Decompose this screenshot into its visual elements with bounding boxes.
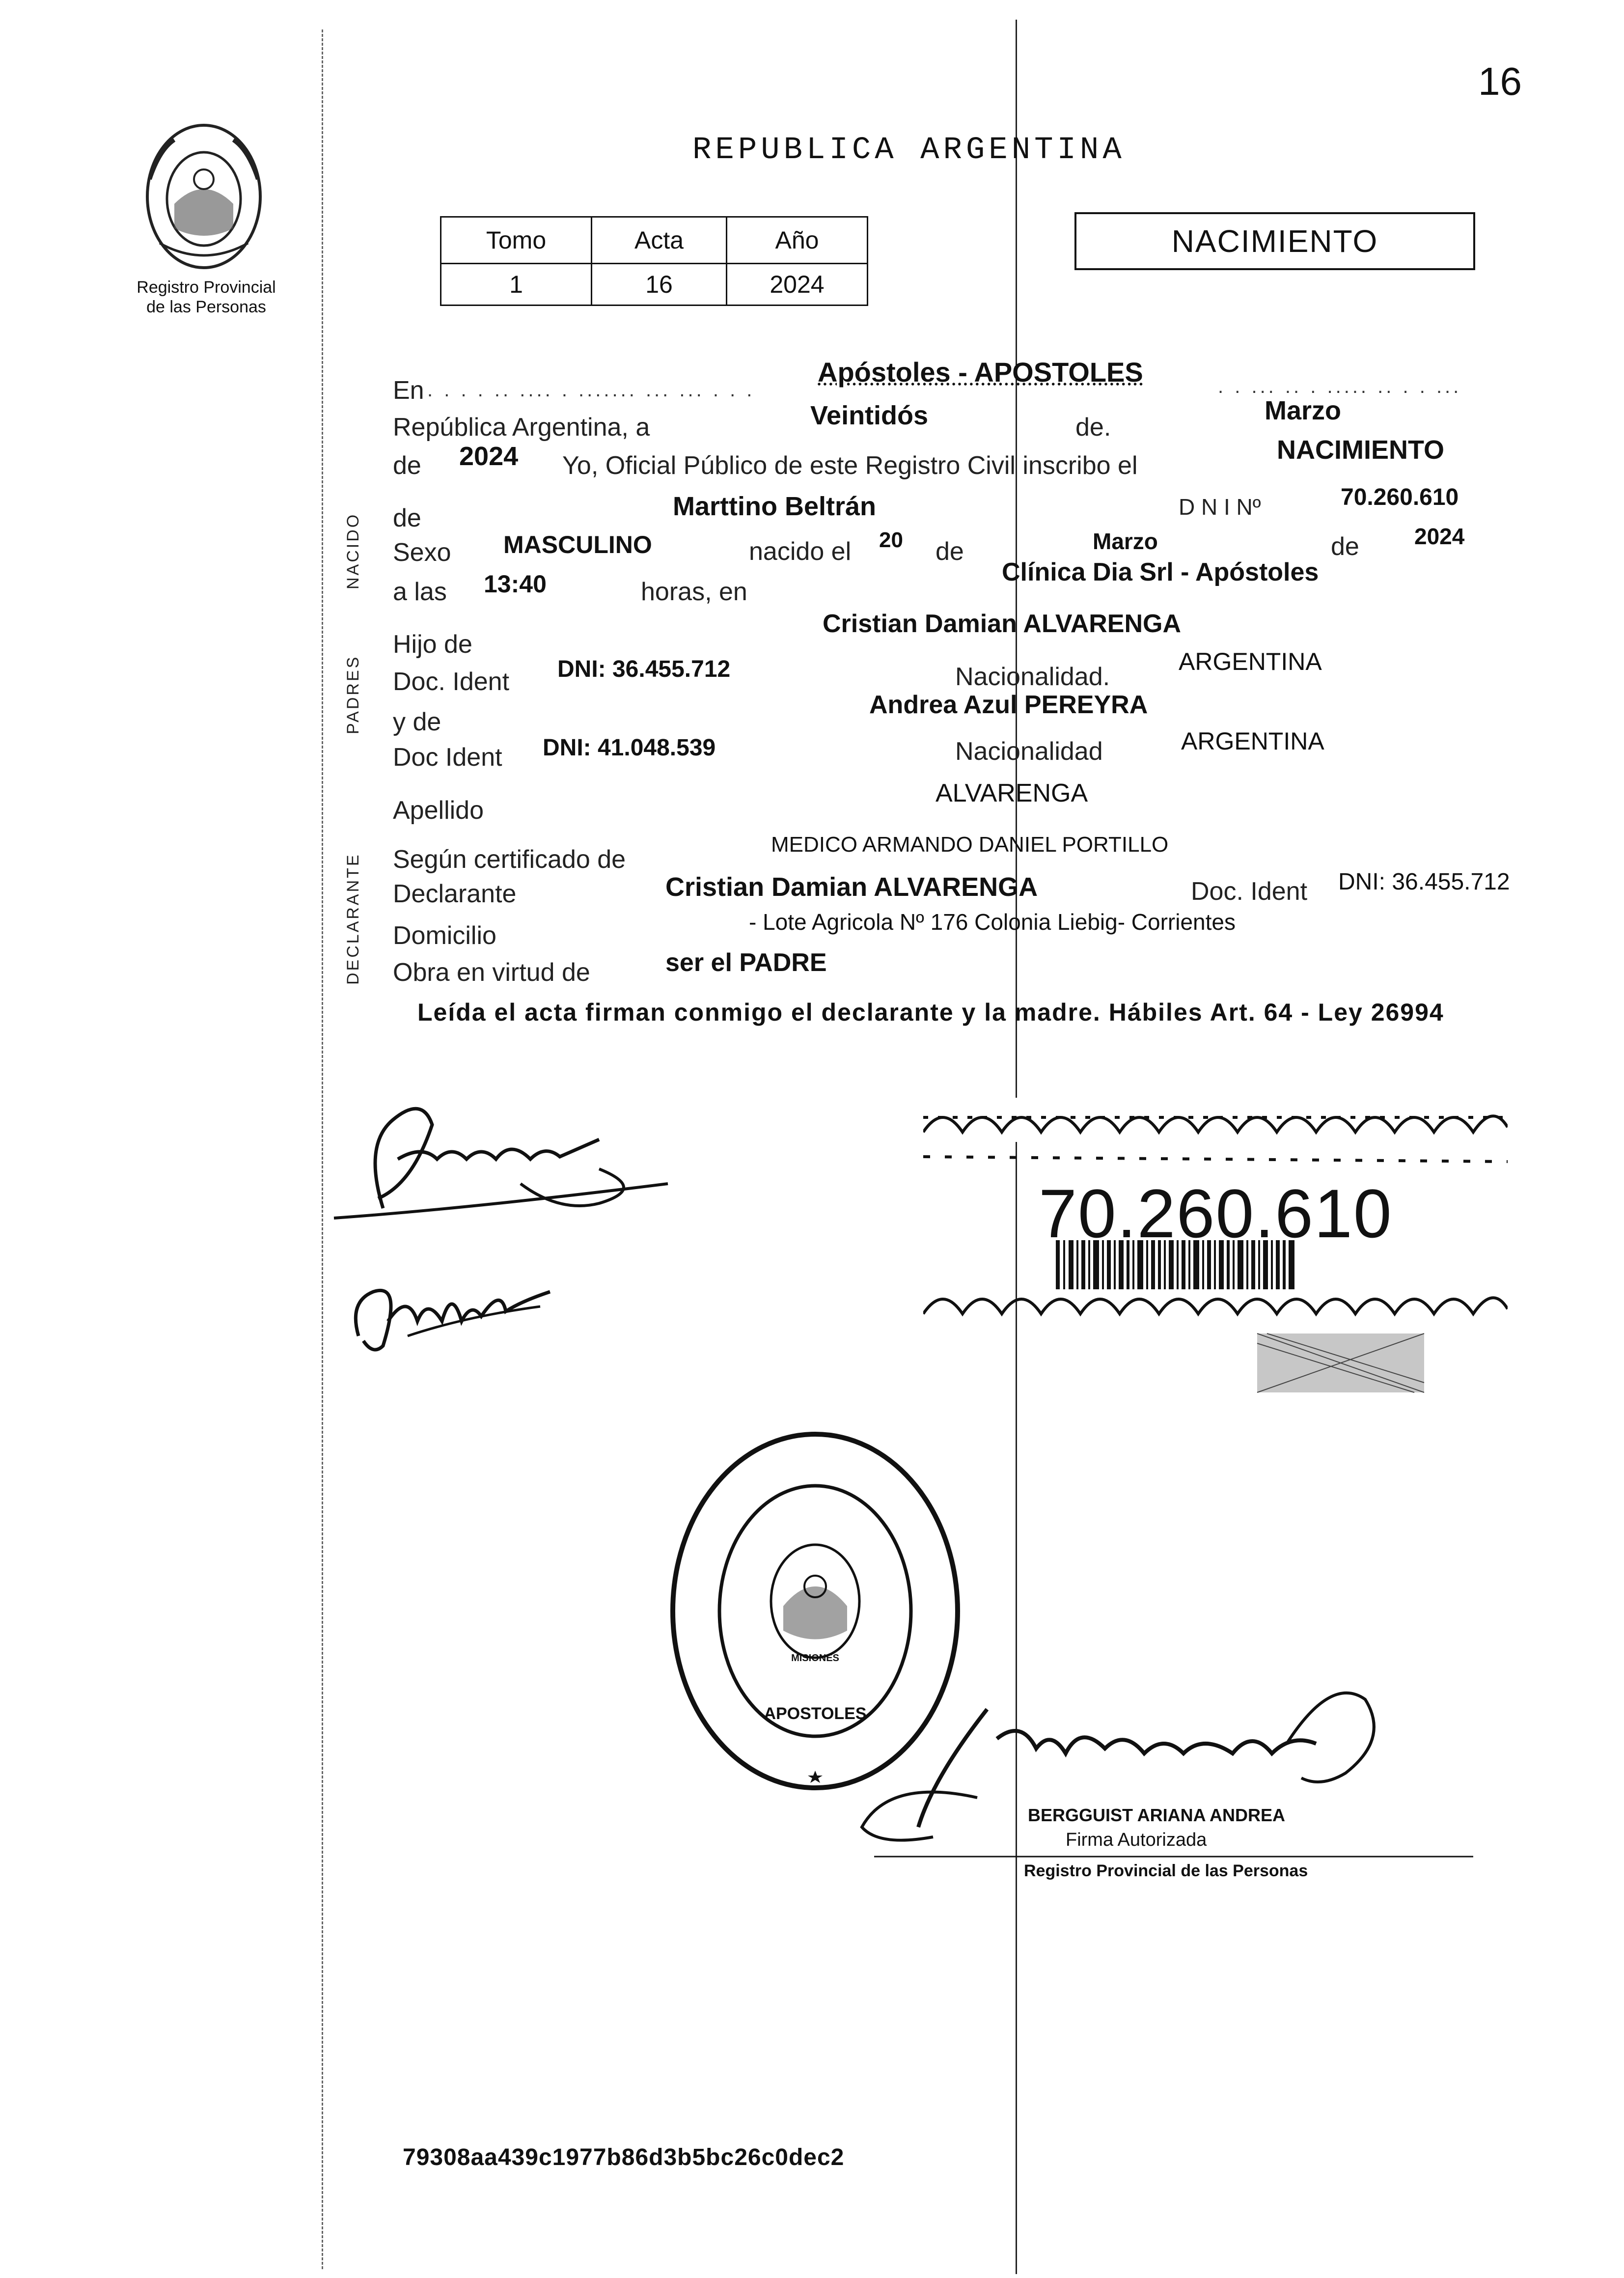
declarant-signature-icon (324, 1085, 697, 1233)
value-month: Marzo (1265, 396, 1342, 425)
label-segun: Según certificado de (393, 845, 626, 874)
value-address: - Lote Agricola Nº 176 Colonia Liebig- Corrientes (749, 909, 1236, 935)
label-republica: República Argentina, a (393, 413, 650, 442)
value-sex: MASCULINO (503, 531, 652, 558)
mother-signature-icon (344, 1257, 560, 1361)
official-signature-icon (859, 1680, 1498, 1886)
logo-caption-line2: de las Personas (146, 298, 266, 316)
label-hijo-de: Hijo de (393, 630, 472, 659)
left-margin-rule (322, 29, 323, 2269)
value-year: 2024 (459, 442, 519, 471)
official-title: Firma Autorizada (1066, 1830, 1207, 1850)
label-de-birth-month: de (936, 537, 964, 566)
value-father-nationality: ARGENTINA (1179, 648, 1322, 675)
label-a-las: a las (393, 578, 447, 606)
act-table (440, 216, 868, 306)
label-yo: Yo, Oficial Público de este Registro Civil inscribo el (562, 451, 1138, 480)
value-act-kind: NACIMIENTO (1277, 435, 1445, 465)
dots-en: . . . . .. .... . ....... ... ... . . . (427, 379, 755, 401)
value-surname: ALVARENGA (936, 779, 1088, 807)
label-de-birth-year: de (1331, 532, 1359, 561)
label-dni-no: D N I Nº (1179, 494, 1261, 520)
label-nacido-el: nacido el (749, 537, 852, 566)
value-father-name: Cristian Damian ALVARENGA (823, 610, 1182, 638)
act-table-value-ano: 2024 (727, 264, 868, 306)
value-acting-as: ser el PADRE (665, 948, 827, 977)
side-label-nacido: NACIDO (344, 512, 362, 589)
value-certificate-by: MEDICO ARMANDO DANIEL PORTILLO (771, 833, 1169, 857)
label-de-month: de. (1075, 413, 1111, 442)
act-type-box (1074, 212, 1475, 270)
seal-inner-logo-text: MISIONES (791, 1653, 839, 1664)
act-table-value-acta: 16 (592, 264, 727, 306)
side-label-padres: PADRES (344, 655, 362, 734)
act-type-label: NACIMIENTO (1171, 223, 1378, 259)
label-domicilio: Domicilio (393, 921, 496, 950)
province-crest-icon (140, 120, 268, 273)
official-org: Registro Provincial de las Personas (1024, 1861, 1308, 1880)
side-label-declarante: DECLARANTE (344, 853, 362, 985)
seal-inner-text: APOSTOLES (764, 1704, 867, 1723)
label-de-year: de (393, 451, 421, 480)
value-birth-year: 2024 (1414, 524, 1465, 549)
label-apellido: Apellido (393, 796, 484, 825)
label-doc-ident-2: Doc Ident (393, 743, 502, 772)
official-name: BERGGUIST ARIANA ANDREA (1028, 1805, 1286, 1825)
label-doc-ident-1: Doc. Ident (393, 667, 510, 696)
value-birth-place: Clínica Dia Srl - Apóstoles (1002, 558, 1319, 586)
label-y-de: y de (393, 708, 441, 736)
mother-signature (344, 1257, 560, 1361)
label-en: En (393, 376, 424, 405)
closing-text: Leída el acta firman conmigo el declarante y la madre. Hábiles Art. 64 - Ley 26994 (417, 999, 1444, 1026)
dni-sticker (923, 1098, 1508, 1407)
value-day-text: Veintidós (810, 401, 929, 430)
value-mother-nationality: ARGENTINA (1181, 727, 1324, 755)
label-doc-ident-3: Doc. Ident (1191, 877, 1308, 906)
value-declarant-dni: DNI: 36.455.712 (1338, 869, 1510, 895)
page-number: 16 (1478, 59, 1522, 103)
label-obra: Obra en virtud de (393, 958, 590, 987)
value-mother-dni: DNI: 41.048.539 (543, 735, 716, 761)
act-table-header-tomo: Tomo (441, 217, 592, 264)
act-table-header-acta: Acta (592, 217, 727, 264)
value-declarant-name: Cristian Damian ALVARENGA (665, 872, 1038, 902)
value-child-name: Marttino Beltrán (673, 492, 877, 521)
value-birth-time: 13:40 (484, 570, 547, 598)
label-nacionalidad-1: Nacionalidad. (955, 663, 1110, 691)
label-sexo: Sexo (393, 538, 451, 567)
document-hash: 79308aa439c1977b86d3b5bc26c0dec2 (403, 2144, 845, 2170)
declarant-signature (324, 1085, 697, 1233)
label-nacionalidad-2: Nacionalidad (955, 737, 1103, 766)
value-birth-month: Marzo (1093, 528, 1158, 554)
official-signature (859, 1680, 1498, 1886)
logo-caption-line1: Registro Provincial (137, 278, 276, 297)
dni-sticker-number: 70.260.610 (1039, 1175, 1393, 1252)
document-title: REPUBLICA ARGENTINA (692, 133, 1126, 168)
value-child-dni: 70.260.610 (1341, 484, 1459, 510)
logo-caption (118, 278, 295, 317)
act-table-header-ano: Año (727, 217, 868, 264)
value-place: Apóstoles - APOSTOLES (818, 357, 1143, 388)
act-table-value-tomo: 1 (441, 264, 592, 306)
value-birth-day: 20 (879, 528, 903, 552)
label-horas-en: horas, en (641, 578, 747, 606)
act-table-header-row (441, 217, 868, 264)
label-declarante: Declarante (393, 880, 517, 908)
value-mother-name: Andrea Azul PEREYRA (869, 691, 1148, 719)
province-logo (140, 120, 268, 273)
label-de-name: de (393, 504, 421, 532)
act-table-value-row (441, 264, 868, 306)
dots-en-tail: . . ... .. . ..... .. . . ... (1218, 376, 1462, 397)
value-father-dni: DNI: 36.455.712 (557, 656, 731, 682)
